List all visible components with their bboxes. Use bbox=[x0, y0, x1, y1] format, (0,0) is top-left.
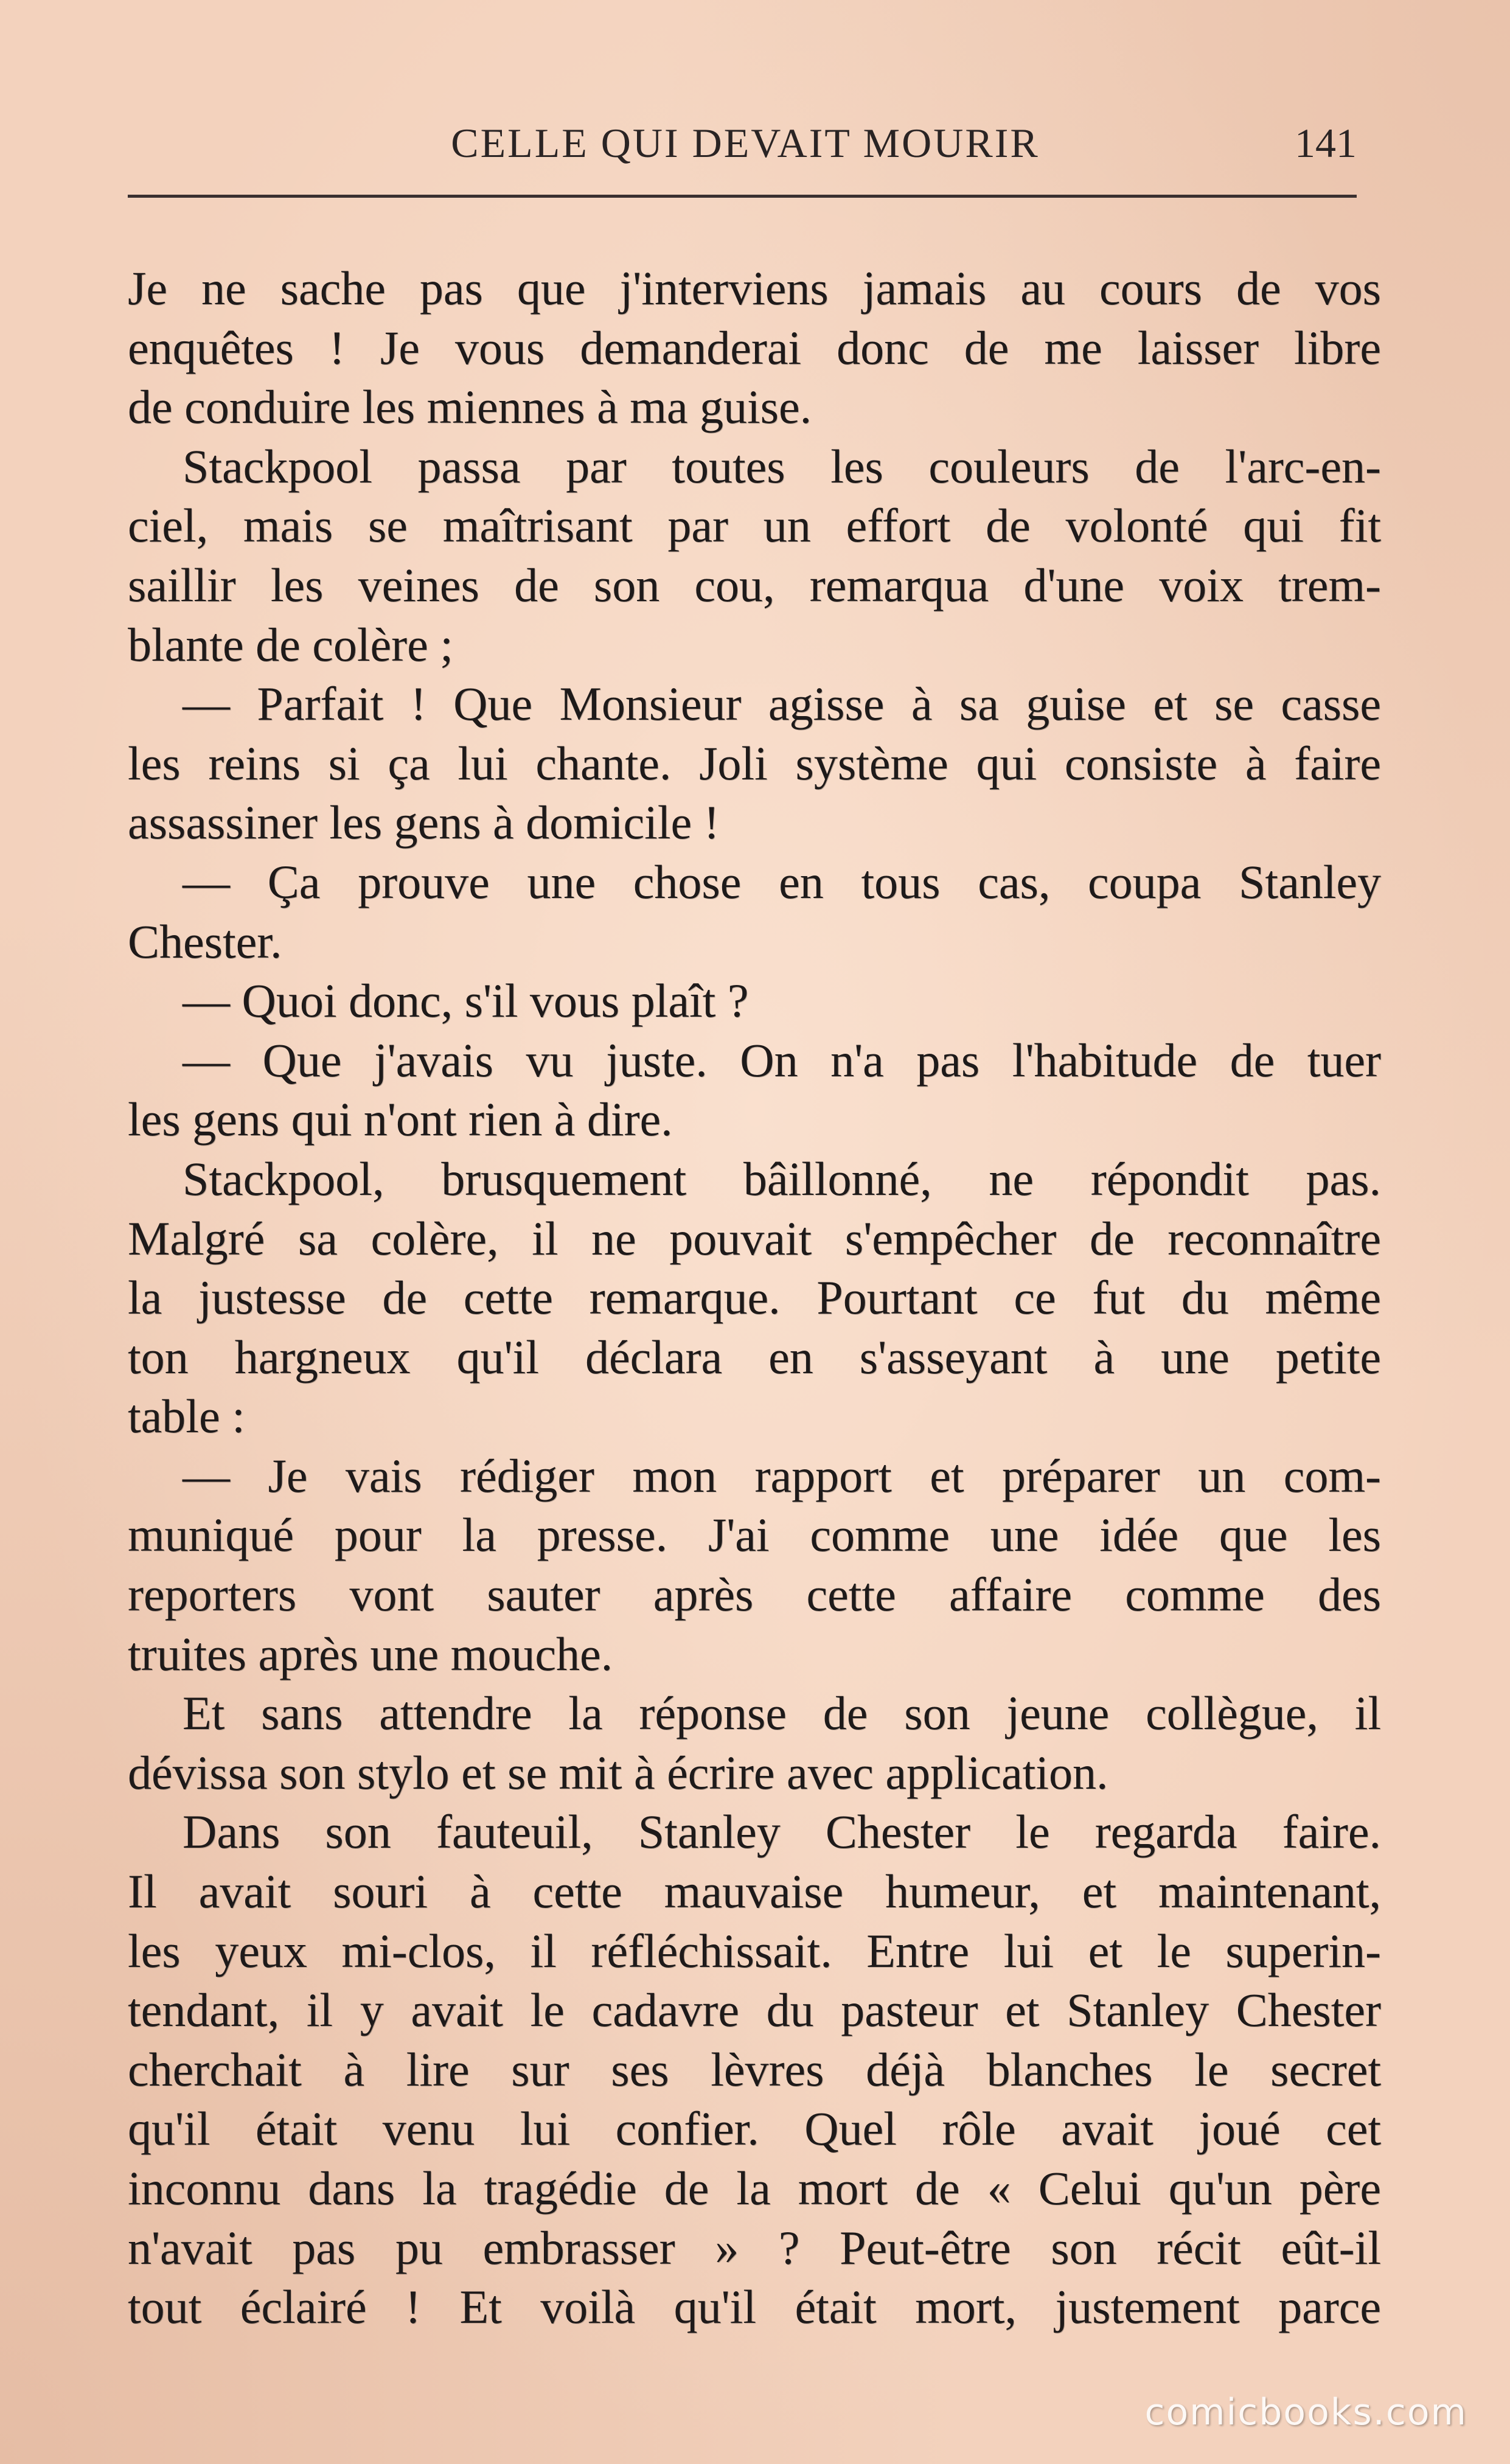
text-line: truites après une mouche. bbox=[128, 1627, 613, 1680]
text-line: les yeux mi-clos, il réfléchissait. Entre lui et le superin- bbox=[128, 1924, 1381, 1977]
watermark: comicbooks.com bbox=[1144, 2391, 1467, 2434]
page-number: 141 bbox=[1295, 120, 1357, 166]
text-line: blante de colère ; bbox=[128, 618, 453, 671]
text-line: inconnu dans la tragédie de la mort de « Celui qu'un père bbox=[128, 2162, 1381, 2215]
text-line: tendant, il y avait le cadavre du pasteur et Stanley Chester bbox=[128, 1983, 1381, 2037]
text-line: saillir les veines de son cou, remarqua d'une voix trem- bbox=[128, 558, 1381, 611]
text-line: Stackpool passa par toutes les couleurs de l'arc-en- bbox=[183, 439, 1381, 493]
text-line: Je ne sache pas que j'interviens jamais au cours de vos bbox=[128, 262, 1381, 315]
text-line: assassiner les gens à domicile ! bbox=[128, 796, 720, 849]
text-line: Chester. bbox=[128, 914, 282, 968]
text-line: Dans son fauteuil, Stanley Chester le regarda faire. bbox=[183, 1805, 1381, 1859]
text-line: les reins si ça lui chante. Joli système qui consiste à faire bbox=[128, 736, 1381, 790]
text-line: de conduire les miennes à ma guise. bbox=[128, 380, 812, 434]
text-line: — Quoi donc, s'il vous plaît ? bbox=[183, 974, 749, 1028]
text-line: table : bbox=[128, 1390, 245, 1443]
text-line: n'avait pas pu embrasser » ? Peut-être son récit eût-il bbox=[128, 2221, 1381, 2274]
text-line: — Parfait ! Que Monsieur agisse à sa guise et se casse bbox=[183, 677, 1381, 731]
header-rule bbox=[128, 195, 1357, 198]
text-line: Stackpool, brusquement bâillonné, ne répondit pas. bbox=[183, 1152, 1381, 1205]
text-line: — Ça prouve une chose en tous cas, coupa Stanley bbox=[183, 855, 1381, 908]
text-line: reporters vont sauter après cette affaire comme des bbox=[128, 1568, 1381, 1621]
text-line: Il avait souri à cette mauvaise humeur, et maintenant, bbox=[128, 1865, 1381, 1918]
running-title: CELLE QUI DEVAIT MOURIR bbox=[451, 120, 1040, 166]
page-header bbox=[128, 116, 1363, 183]
text-line: — Que j'avais vu juste. On n'a pas l'habitude de tuer bbox=[183, 1033, 1381, 1087]
body-text bbox=[128, 259, 1381, 2337]
text-line: Malgré sa colère, il ne pouvait s'empêcher de reconnaître bbox=[128, 1211, 1381, 1265]
text-line: ciel, mais se maîtrisant par un effort de volonté qui fit bbox=[128, 499, 1381, 552]
text-line: tout éclairé ! Et voilà qu'il était mort, justement parce bbox=[128, 2280, 1381, 2334]
text-line: la justesse de cette remarque. Pourtant ce fut du même bbox=[128, 1271, 1381, 1324]
text-line: dévissa son stylo et se mit à écrire avec application. bbox=[128, 1745, 1108, 1799]
text-line: Et sans attendre la réponse de son jeune collègue, il bbox=[183, 1686, 1381, 1740]
text-line: ton hargneux qu'il déclara en s'asseyant à une petite bbox=[128, 1330, 1381, 1383]
text-line: muniqué pour la presse. J'ai comme une idée que les bbox=[128, 1508, 1381, 1562]
text-line: les gens qui n'ont rien à dire. bbox=[128, 1093, 673, 1146]
text-line: cherchait à lire sur ses lèvres déjà blanches le secret bbox=[128, 2042, 1381, 2096]
text-line: — Je vais rédiger mon rapport et préparer un com- bbox=[183, 1449, 1381, 1502]
text-line: enquêtes ! Je vous demanderai donc de me laisser libre bbox=[128, 321, 1381, 374]
text-line: qu'il était venu lui confier. Quel rôle avait joué cet bbox=[128, 2102, 1381, 2156]
